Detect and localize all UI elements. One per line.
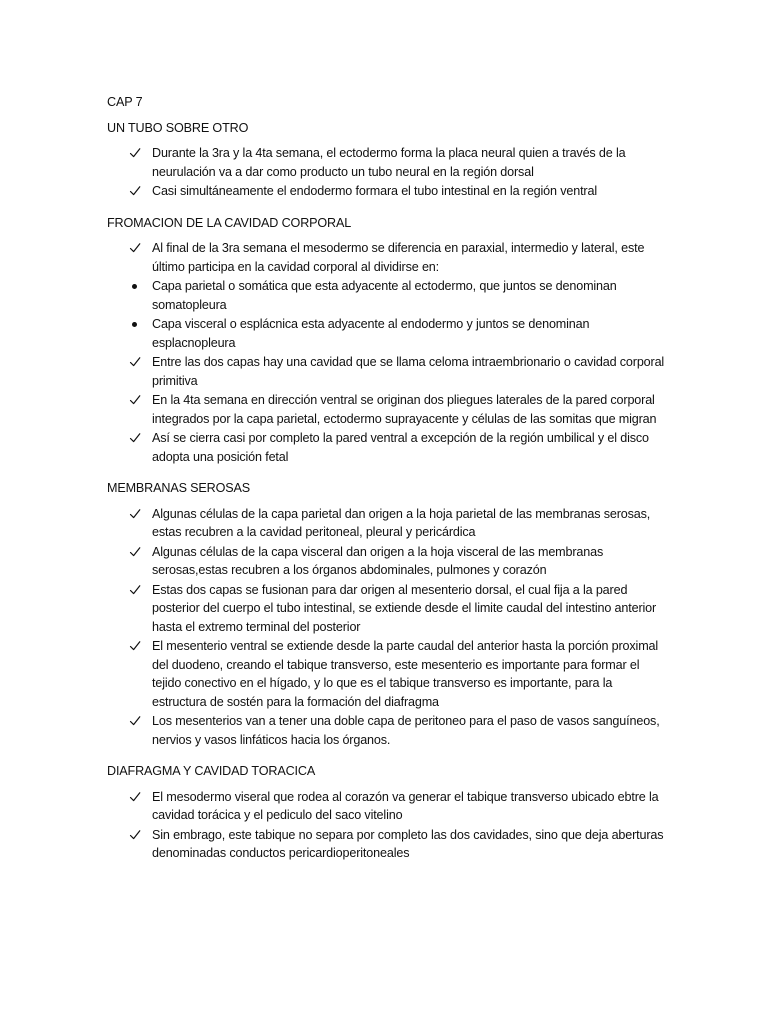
document-content [107, 93, 667, 864]
section-heading: FROMACION DE LA CAVIDAD CORPORAL [107, 215, 352, 230]
check-icon [129, 581, 143, 599]
list-item [107, 712, 667, 749]
list-item [107, 182, 667, 201]
list-item [107, 391, 667, 428]
list-item [107, 429, 667, 466]
list-item-text: El mesodermo viseral que rodea al corazón va generar el tabique transverso ubicado ebtre la cavidad torácica y el pediculo del saco vitelino [152, 789, 659, 822]
list-item-text: Capa visceral o esplácnica esta adyacente al endodermo y juntos se denominan esplacnopleura [152, 317, 590, 350]
list-item [107, 144, 667, 181]
list-item [107, 277, 667, 314]
list-item [107, 239, 667, 276]
check-icon [129, 826, 143, 844]
check-icon [129, 391, 143, 409]
check-icon [129, 429, 143, 447]
check-icon [129, 637, 143, 655]
list-item [107, 581, 667, 637]
list-item [107, 315, 667, 352]
check-icon [129, 543, 143, 561]
section-heading: UN TUBO SOBRE OTRO [107, 120, 249, 135]
check-icon [129, 353, 143, 371]
check-icon [129, 712, 143, 730]
list-item [107, 543, 667, 580]
list-item-text: Así se cierra casi por completo la pared ventral a excepción de la región umbilical y el disco adopta una posición fetal [152, 431, 649, 464]
list-item-text: El mesenterio ventral se extiende desde la parte caudal del anterior hasta la porción proximal del duodeno, creando el tabique transverso, este mesenterio es importante para formar el tejido conectivo en el hígado, y lo que es el tabique transverso es importante, para la estructura de sostén para la formación del diafragma [152, 639, 659, 709]
list-item-text: Casi simultáneamente el endodermo formara el tubo intestinal en la región ventral [152, 184, 597, 198]
chapter-title: CAP 7 [107, 95, 143, 109]
list-item-text: Algunas células de la capa visceral dan origen a la hoja visceral de las membranas serosas,estas recubren a los órganos abdominales, pulmones y corazón [152, 544, 604, 577]
section-list [107, 505, 667, 750]
section-list [107, 788, 667, 863]
list-item [107, 637, 667, 711]
section-list [107, 239, 667, 466]
list-item-text: Sin embrago, este tabique no separa por completo las dos cavidades, sino que deja aberturas denominadas conductos pericardioperitoneales [152, 827, 664, 860]
check-icon [129, 505, 143, 523]
section-list [107, 144, 667, 201]
list-item [107, 826, 667, 863]
section-heading: MEMBRANAS SEROSAS [107, 481, 251, 495]
list-item-text: Capa parietal o somática que esta adyacente al ectodermo, que juntos se denominan somatopleura [152, 279, 617, 312]
check-icon [129, 144, 143, 162]
list-item [107, 505, 667, 542]
list-item-text: Los mesenterios van a tener una doble capa de peritoneo para el paso de vasos sanguíneos, nervios y vasos linfáticos hacia los órganos. [152, 714, 660, 747]
list-item-text: Algunas células de la capa parietal dan origen a la hoja parietal de las membranas serosas, estas recubren a la cavidad peritoneal, pleural y pericárdica [152, 506, 651, 539]
bullet-icon [129, 315, 143, 333]
check-icon [129, 182, 143, 200]
list-item-text: Durante la 3ra y la 4ta semana, el ectodermo forma la placa neural quien a través de la neurulación va a dar como producto un tubo neural en la región dorsal [152, 146, 626, 179]
list-item [107, 353, 667, 390]
list-item [107, 788, 667, 825]
list-item-text: Estas dos capas se fusionan para dar origen al mesenterio dorsal, el cual fija a la pared posterior del cuerpo el tubo intestinal, se extiende desde el limite caudal del intestino anterior hasta el extremo terminal del posterior [152, 582, 657, 634]
check-icon [129, 788, 143, 806]
check-icon [129, 239, 143, 257]
list-item-text: En la 4ta semana en dirección ventral se originan dos pliegues laterales de la pared corporal integrados por la capa parietal, ectodermo suprayacente y células de las somitas que migran [152, 393, 657, 426]
list-item-text: Al final de la 3ra semana el mesodermo se diferencia en paraxial, intermedio y lateral, este último participa en la cavidad corporal al dividirse en: [152, 241, 645, 274]
bullet-icon [129, 277, 143, 295]
list-item-text: Entre las dos capas hay una cavidad que se llama celoma intraembrionario o cavidad corporal primitiva [152, 355, 665, 388]
section-heading: DIAFRAGMA Y CAVIDAD TORACICA [107, 764, 316, 778]
